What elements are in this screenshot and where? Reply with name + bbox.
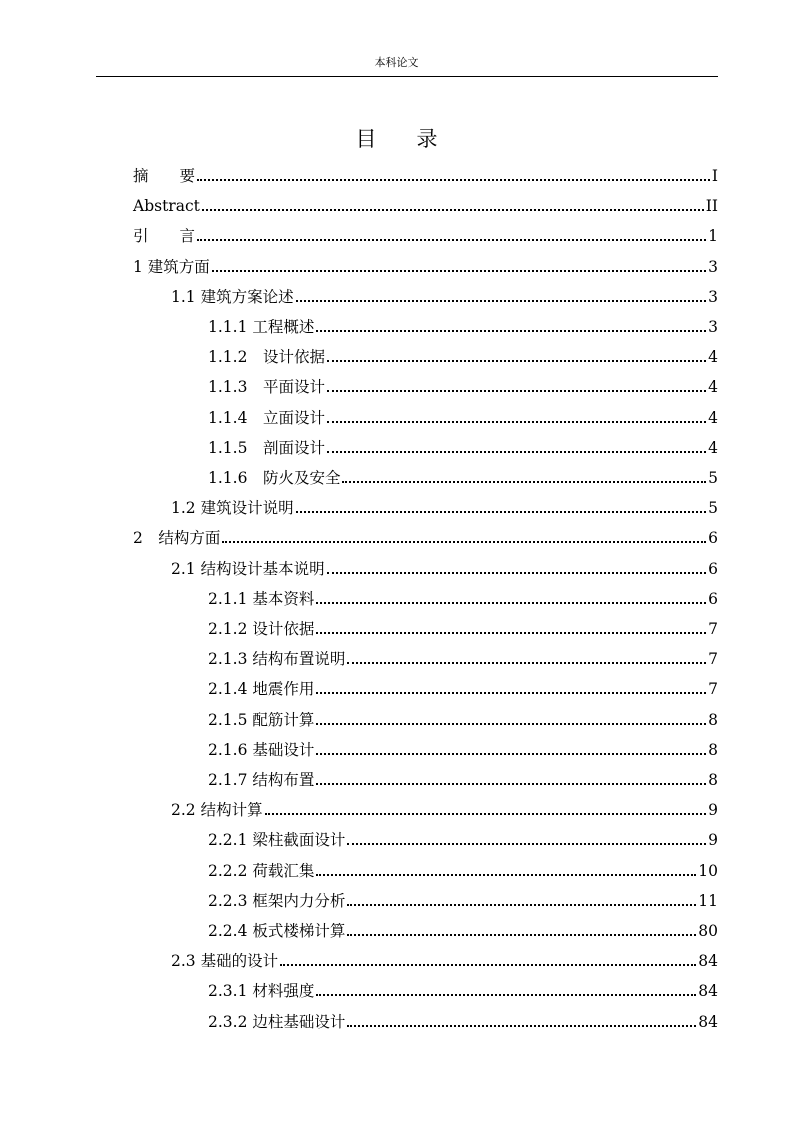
- toc-entry-page-number: 3: [708, 318, 718, 336]
- toc-entry-label: 1 建筑方面: [133, 258, 210, 276]
- toc-dot-leader: [197, 179, 710, 181]
- toc-entry-page-number: 8: [708, 771, 718, 789]
- toc-entry-page-number: 9: [708, 801, 718, 819]
- toc-dot-leader: [347, 1025, 696, 1027]
- toc-entry-page-number: 7: [708, 620, 718, 638]
- toc-entry-page-number: 5: [708, 469, 718, 487]
- toc-dot-leader: [197, 239, 706, 241]
- toc-entry[interactable]: [208, 580, 718, 610]
- toc-dot-leader: [222, 541, 706, 543]
- toc-entry-label: 1.2 建筑设计说明: [171, 499, 294, 517]
- toc-entry-page-number: 1: [708, 227, 718, 245]
- toc-dot-leader: [327, 360, 706, 362]
- toc-entry-label: Abstract: [133, 197, 200, 215]
- toc-entry-label: 2.1.6 基础设计: [208, 741, 315, 759]
- toc-entry[interactable]: [208, 670, 718, 700]
- toc-entry-label: 1.1 建筑方案论述: [171, 288, 294, 306]
- toc-entry[interactable]: [208, 972, 718, 1002]
- toc-entry-page-number: 3: [708, 288, 718, 306]
- toc-dot-leader: [327, 421, 706, 423]
- toc-entry-label: 2.3 基础的设计: [171, 952, 279, 970]
- toc-dot-leader: [316, 994, 696, 996]
- toc-dot-leader: [327, 390, 706, 392]
- toc-entry[interactable]: [208, 610, 718, 640]
- toc-dot-leader: [347, 904, 696, 906]
- toc-entry[interactable]: [133, 519, 718, 549]
- toc-entry-page-number: 8: [708, 711, 718, 729]
- toc-entry[interactable]: [208, 821, 718, 851]
- toc-entry-page-number: 7: [708, 650, 718, 668]
- toc-entry[interactable]: [208, 761, 718, 791]
- toc-entry-page-number: 4: [708, 348, 718, 366]
- toc-dot-leader: [296, 511, 707, 513]
- toc-entry[interactable]: [208, 368, 718, 398]
- toc-dot-leader: [202, 209, 704, 211]
- toc-entry-label: 2.1.5 配筋计算: [208, 711, 315, 729]
- toc-entry-label: 2.1.1 基本资料: [208, 590, 315, 608]
- toc-dot-leader: [347, 934, 696, 936]
- toc-dot-leader: [342, 481, 706, 483]
- toc-entry-label: 2.3.2 边柱基础设计: [208, 1013, 346, 1031]
- toc-entry[interactable]: [171, 278, 718, 308]
- toc-entry-label: 2.3.1 材料强度: [208, 982, 315, 1000]
- toc-entry-label: 摘 要: [133, 167, 196, 185]
- toc-entry-page-number: 4: [708, 439, 718, 457]
- toc-entry[interactable]: [133, 157, 718, 187]
- toc-entry[interactable]: [208, 399, 718, 429]
- toc-entry-label: 2.2.1 梁柱截面设计: [208, 831, 346, 849]
- toc-dot-leader: [316, 632, 706, 634]
- toc-dot-leader: [316, 692, 706, 694]
- toc-entry[interactable]: [208, 912, 718, 942]
- toc-entry-page-number: 6: [708, 560, 718, 578]
- toc-entry-label: 2.1.7 结构布置: [208, 771, 315, 789]
- toc-entry[interactable]: [208, 882, 718, 912]
- toc-entry-page-number: 4: [708, 378, 718, 396]
- toc-dot-leader: [327, 572, 707, 574]
- toc-entry[interactable]: [171, 791, 718, 821]
- toc-title-char-1: 目: [355, 127, 377, 151]
- toc-dot-leader: [316, 330, 706, 332]
- toc-entry-page-number: 11: [698, 892, 718, 910]
- toc-dot-leader: [316, 874, 696, 876]
- running-header: 本科论文: [374, 56, 419, 69]
- toc-dot-leader: [265, 813, 707, 815]
- header-rule: [96, 76, 718, 77]
- toc-entry-page-number: 84: [698, 952, 718, 970]
- toc-entry-label: 引 言: [133, 227, 196, 245]
- toc-dot-leader: [347, 843, 706, 845]
- toc-entry[interactable]: [133, 187, 718, 217]
- toc-dot-leader: [327, 451, 706, 453]
- toc-entry[interactable]: [208, 701, 718, 731]
- toc-entry-page-number: 84: [698, 1013, 718, 1031]
- toc-entry-label: 1.1.4 立面设计: [208, 409, 325, 427]
- toc-entry-page-number: 3: [708, 258, 718, 276]
- toc-entry[interactable]: [171, 489, 718, 519]
- toc-entry-label: 2.2.2 荷载汇集: [208, 862, 315, 880]
- toc-entry[interactable]: [208, 338, 718, 368]
- toc-entry-label: 1.1.5 剖面设计: [208, 439, 325, 457]
- toc-entry-page-number: 6: [708, 590, 718, 608]
- toc-entry[interactable]: [208, 429, 718, 459]
- toc-entry[interactable]: [208, 308, 718, 338]
- toc-dot-leader: [316, 753, 706, 755]
- toc-entry-page-number: I: [711, 167, 718, 185]
- toc-entry[interactable]: [208, 459, 718, 489]
- toc-entry-page-number: 9: [708, 831, 718, 849]
- toc-entry-label: 2.1 结构设计基本说明: [171, 560, 325, 578]
- toc-entry-label: 2.1.4 地震作用: [208, 680, 315, 698]
- toc-dot-leader: [316, 723, 706, 725]
- toc-entry[interactable]: [208, 640, 718, 670]
- toc-entry-page-number: II: [705, 197, 718, 215]
- toc-entry-label: 2 结构方面: [133, 529, 221, 547]
- toc-entry-page-number: 6: [708, 529, 718, 547]
- toc-dot-leader: [347, 662, 706, 664]
- toc-entry[interactable]: [208, 731, 718, 761]
- toc-entry[interactable]: [171, 942, 718, 972]
- toc-entry-label: 1.1.2 设计依据: [208, 348, 325, 366]
- toc-entry[interactable]: [208, 852, 718, 882]
- toc-entry-label: 2.2.4 板式楼梯计算: [208, 922, 346, 940]
- toc-title: [0, 124, 793, 154]
- toc-dot-leader: [212, 270, 706, 272]
- toc-entry-label: 2.1.3 结构布置说明: [208, 650, 346, 668]
- toc-dot-leader: [280, 964, 696, 966]
- toc-entry[interactable]: [133, 217, 718, 247]
- toc-dot-leader: [316, 602, 706, 604]
- toc-title-char-2: 录: [416, 127, 438, 151]
- toc-entry-label: 2.2 结构计算: [171, 801, 263, 819]
- toc-entry-page-number: 80: [698, 922, 718, 940]
- toc-entry-label: 2.1.2 设计依据: [208, 620, 315, 638]
- toc-entry-label: 1.1.6 防火及安全: [208, 469, 341, 487]
- toc-entry-label: 1.1.3 平面设计: [208, 378, 325, 396]
- toc-entry-page-number: 84: [698, 982, 718, 1000]
- toc-entry-page-number: 5: [708, 499, 718, 517]
- toc-entry[interactable]: [133, 248, 718, 278]
- toc-dot-leader: [296, 300, 707, 302]
- toc-entry-page-number: 4: [708, 409, 718, 427]
- toc-entry-label: 1.1.1 工程概述: [208, 318, 315, 336]
- toc-entry-page-number: 7: [708, 680, 718, 698]
- toc-entry[interactable]: [208, 1003, 718, 1033]
- toc-entry[interactable]: [171, 550, 718, 580]
- toc-dot-leader: [316, 783, 706, 785]
- toc-entry-page-number: 10: [698, 862, 718, 880]
- toc-entry-page-number: 8: [708, 741, 718, 759]
- toc-entry-label: 2.2.3 框架内力分析: [208, 892, 346, 910]
